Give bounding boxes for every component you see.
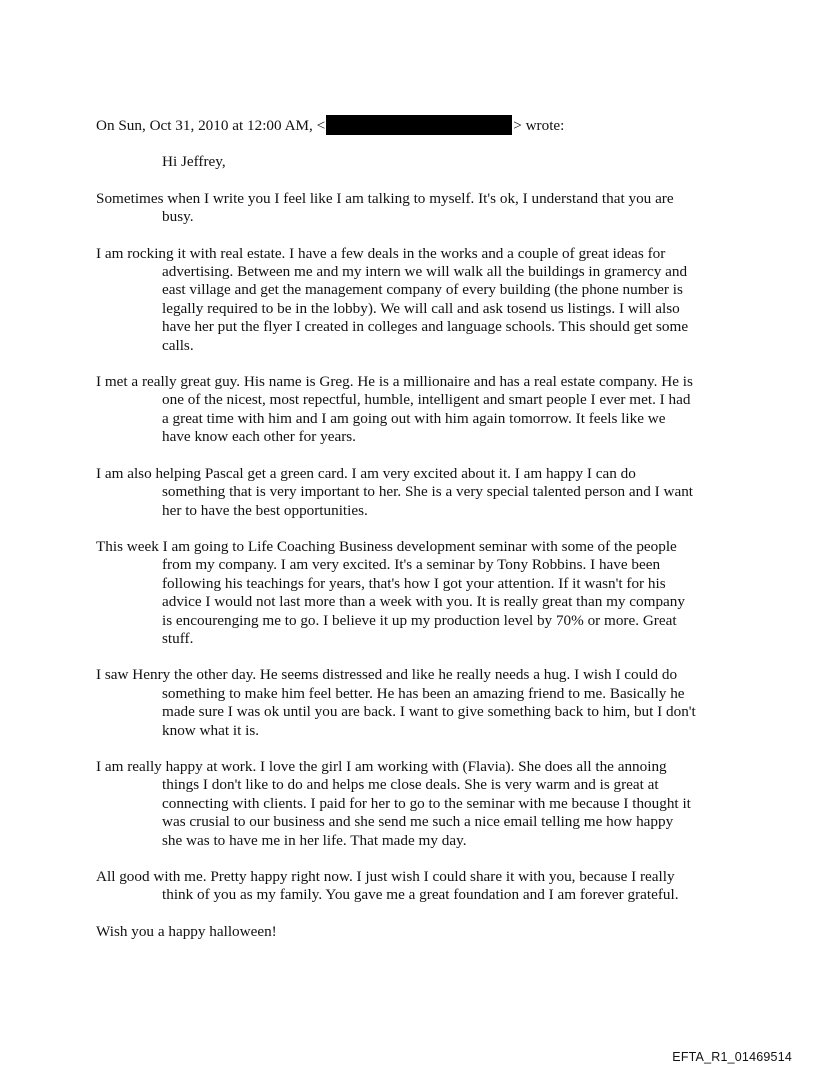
email-body: [96, 115, 696, 959]
paragraph: I am also helping Pascal get a green card. I am very excited about it. I am happy I can do something that is very important to her. She is a very special talented person and I want her to have the best opportunities.: [96, 464, 694, 519]
greeting: Hi Jeffrey,: [162, 153, 226, 171]
paragraph: All good with me. Pretty happy right now. I just wish I could share it with you, because I really think of you as my family. You gave me a great foundation and I am forever grateful.: [96, 868, 679, 904]
closing-line: Wish you a happy halloween!: [96, 922, 277, 940]
quoted-header-suffix: > wrote:: [513, 117, 565, 134]
quoted-header: [96, 115, 696, 135]
paragraph: I saw Henry the other day. He seems distressed and like he really needs a hug. I wish I could do something to make him feel better. He has been an amazing friend to me. Basically he made sure I was ok until you are back. I want to give something back to him, but I don't know what it is.: [96, 666, 696, 739]
paragraph: This week I am going to Life Coaching Business development seminar with some of the people from my company. I am very excited. It's a seminar by Tony Robbins. I have been following his teachings for years, that's how I got your attention. If it wasn't for his advice I would not last more than a week with you. It is really great than my company is encourenging me to go. I believe it up my production level by 70% or more. Great stuff.: [96, 537, 685, 647]
paragraph: I am really happy at work. I love the girl I am working with (Flavia). She does all the annoing things I don't like to do and helps me close deals. She is very warm and is great at connecting with clients. I paid for her to go to the seminar with me because I thought it was crusial to our business and she send me such a nice email telling me how happy she was to have me in her life. That made my day.: [96, 757, 691, 849]
paragraph: I am rocking it with real estate. I have a few deals in the works and a couple of great ideas for advertising. Between me and my intern we will walk all the buildings in gramercy and east village and get the management company of every building (the phone number is legally required to be in the lobby). We will call and ask tosend us listings. I will also have her put the flyer I created in colleges and language schools. This should get some calls.: [96, 244, 689, 354]
quoted-header-prefix: On Sun, Oct 31, 2010 at 12:00 AM, <: [96, 117, 326, 134]
redaction-block: [326, 115, 512, 135]
paragraph: I met a really great guy. His name is Greg. He is a millionaire and has a real estate company. He is one of the nicest, most repectful, humble, intelligent and smart people I ever met. I had a great time with him and I am going out with him again tomorrow. It feels like we have know each other for years.: [96, 373, 693, 446]
paragraph: Sometimes when I write you I feel like I am talking to myself. It's ok, I understand that you are busy.: [96, 189, 674, 226]
document-id: EFTA_R1_01469514: [672, 1050, 792, 1064]
